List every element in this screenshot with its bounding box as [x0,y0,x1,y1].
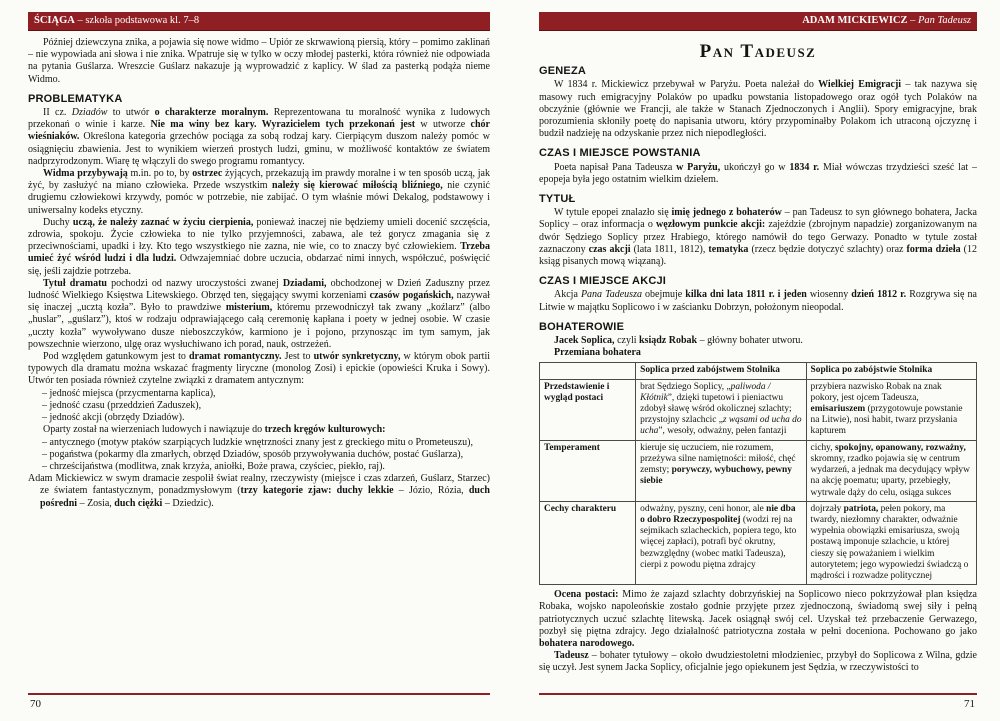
section-heading-bohaterowie: BOHATEROWIE [539,320,625,333]
right-page [539,12,977,712]
footer-rule [28,693,490,695]
page-number: 70 [30,698,41,710]
table-row [540,501,977,584]
paragraph: II cz. Dziadów to utwór o charakterze moralnym. Reprezentowana tu moralność wynika z ludowych przekonań o winie i karze. Nie ma winy bez kary. Wyrazicielem tych przekonań jest w utworze chór wieśniaków. Określona kategoria grzechów pociąga za sobą rodzaj kary. Cierpiącym duszom należy pomóc w osiągnięciu zbawienia. Jest to wynikiem wierzeń prostych ludzi, gminu, w możliwość kontaktów ze światem nadprzyrodzonym. Wiarę tę włączyli do swego programu romantycy. [28,107,490,167]
paragraph-tadeusz: Tadeusz – bohater tytułowy – około dwudziestoletni młodzieniec, przybył do Soplicowa z Wilna, gdzie się uczył. Jest synem Jacka Soplicy, oficjalnie jego opiekunem jest Sędzia, w rzeczywistości to [539,650,977,674]
cell-before: brat Sędziego Soplicy, „paliwoda / Kłótnik”, dzięki tupetowi i pieniactwu zdobył sławę wśród okolicznej szlachty; przystojny szlachcic „z wąsami od ucha do ucha”, wesoły, odważny, pełen fantazji [636,379,806,440]
list-item-culture: – chrześcijaństwa (modlitwa, znak krzyża, aniołki, Boże prawa, czyściec, piekło, raj). [42,460,385,472]
cell-before: kieruje się uczuciem, nie rozumem, przeżywa silne namiętności: miłość, chęć zemsty; porywczy, wybuchowy, pewny siebie [636,440,806,501]
list-item-unity: – jedność akcji (obrzędy Dziadów). [42,412,185,424]
list-item-unity: – jedność czasu (przeddzień Zaduszek), [42,399,202,411]
paragraph-bohater-lead: Jacek Soplica, czyli ksiądz Robak – główny bohater utworu. [554,335,803,347]
left-running-header [28,12,490,31]
paragraph: Widma przybywają m.in. po to, by ostrzec żyjących, przekazują im prawdy moralne i w ten sposób uczą, jak żyć, by zasłużyć na miano człowieka. Przede wszystkim należy się kierować miłością bliźniego, nie czynić drugiemu człowiekowi krzywdy, pomóc w potrzebie, nie zabijać. O tym właśnie mówi Dekalog, podstawowy i uniwersalny kodeks etyczny. [28,168,490,216]
list-item-culture: – pogaństwa (pokarmy dla zmarłych, obrzęd Dziadów, sposób przywoływania duchów, postać Guślarza), [42,448,464,460]
section-heading-geneza: GENEZA [539,65,587,78]
paragraph-intro: Później dziewczyna znika, a pojawia się nowe widmo – Upiór ze skrwawioną piersią, który – pomimo zaklinań – nie wypowiada ani słowa i nie znika. Wpatruje się w tylko w oczy młodej pasterki, która również nie odpowiada na pytania Guślarza. Wreszcie Guślarz nakazuje ją wyprowadzić z kaplicy. W ślad za pasterką podąża nieme Widmo. [28,37,490,85]
right-running-header-text: ADAM MICKIEWICZ – Pan Tadeusz [802,15,971,26]
section-heading-problematyka: PROBLEMATYKA [28,92,123,105]
list-item-culture: – antycznego (motyw ptaków szarpiących ludzkie wnętrzności znany jest z greckiego mitu o Prometeuszu), [42,436,473,448]
list-item-unity: – jedność miejsca (przycmentarna kaplica), [42,387,216,399]
row-label: Temperament [540,440,636,501]
paragraph-czas-akcji: Akcja Pana Tadeusza obejmuje kilka dni lata 1811 r. i jeden wiosenny dzień 1812 r. Rozgrywa się na Litwie w majątku Soplicowo i w zaścianku Dobrzyn, położonym nieopodal. [539,289,977,313]
left-page-footer [28,693,490,710]
chapter-title: Pan Tadeusz [699,41,817,62]
table-header-cell-after: Soplica po zabójstwie Stolnika [806,363,976,379]
table-header-row [540,363,977,379]
left-page-body [28,31,490,510]
right-running-header [539,12,977,31]
cell-after: cichy, spokojny, opanowany, rozważny, skromny, rzadko pojawia się w centrum wydarzeń, a jednak ma decydujący wpływ na akcję poematu; uparty, przebiegły, wytrwale dąży do celu, osiąga sukces [806,440,976,501]
table-caption: Przemiana bohatera [554,347,641,359]
table-header-cell-empty [540,363,636,379]
paragraph-czas-powstania: Poeta napisał Pana Tadeusza w Paryżu, ukończył go w 1834 r. Miał wówczas trzydzieści sześć lat – epopeja była jego ostatnim wielkim dziełem. [539,161,977,185]
cell-before: odważny, pyszny, ceni honor, ale nie dba o dobro Rzeczypospolitej (wodzi rej na sejmikach szlacheckich, popiera tego, kto więcej zapłaci), potrafi być okrutny, bezwzględny (wobec matki Tadeusza), cierpi z powodu piętna zdrajcy [636,501,806,584]
section-heading-czas-akcji: CZAS I MIEJSCE AKCJI [539,275,667,288]
page-number: 71 [964,698,975,710]
paragraph-ocena: Ocena postaci: Mimo że zajazd szlachty dobrzyńskiej na Soplicowo nieco pokrzyżował plan księdza Robaka, wojsko napoleońskie zostało godnie przyjęte przez zjednoczoną, świadomą swej siły i pełną patriotycznych uczuć szlachtę litewską. Jacek osiągnął swój cel. Uzyskał też przebaczenie Gerwazego, pozbył się piętna zdrajcy. Jego działalność patriotyczna została w pełni doceniona. Pochowano go jako bohatera narodowego. [539,589,977,649]
right-page-footer [539,693,977,710]
left-page [28,12,490,712]
row-label: Przedstawienie i wygląd postaci [540,379,636,440]
row-label: Cechy charakteru [540,501,636,584]
section-heading-tytul: TYTUŁ [539,193,576,206]
section-heading-czas-powstania: CZAS I MIEJSCE POWSTANIA [539,147,701,160]
paragraph-tytul: W tytule epopei znalazło się imię jednego z bohaterów – pan Tadeusz to syn głównego bohatera, Jacka Soplicy – oraz informacja o węzłowym punkcie akcji: zajeździe (zbrojnym napadzie) zorganizowanym na dwór Sędziego Soplicy przez Hrabiego, którego namówił do tego Gerwazy. Ponadto w tytule został zaznaczony czas akcji (lata 1811, 1812), tematyka (rzecz będzie dotyczyć szlachty) oraz forma dzieła (12 ksiąg pisanych mową wiązaną). [539,207,977,268]
table-row [540,440,977,501]
paragraph-geneza: W 1834 r. Mickiewicz przebywał w Paryżu. Poeta należał do Wielkiej Emigracji – tak nazywa się masowy ruch emigracyjny Polaków po upadku powstania listopadowego oraz ogół tych Polaków na obczyźnie (głównie we Francji, ale także w Stanach Zjednoczonych i Anglii). Spory emigracyjne, brak porozumienia skłoniły poetę do napisania utworu, który przypominałby Polakom ich utraconą ojczyznę i budził nadzieję na odzyskanie przez nich niepodległości. [539,79,977,140]
table-header-cell-before: Soplica przed zabójstwem Stolnika [636,363,806,379]
cell-after: dojrzały patriota, pełen pokory, ma twardy, niezłomny charakter, odważnie wypełnia obowiązki emisariusza, swoją postawą imponuje szlachcie, u której cieszy się poważaniem i wielkim autorytetem; jego wypowiedzi świadczą o mądrości i rozwadze politycznej [806,501,976,584]
table-row [540,379,977,440]
right-page-body [539,31,977,675]
paragraph: Tytuł dramatu pochodzi od nazwy uroczystości zwanej Dziadami, obchodzonej w Dzień Zaduszny przez ludność Wielkiego Księstwa Litewskiego. Obrzęd ten, sięgający swymi korzeniami czasów pogańskich, nazywał się inaczej „ucztą kozła”. Było to prawdziwe misterium, któremu przewodniczył tak zwany „koźlarz” (albo „huslar”, „guślarz”), ktoś w rodzaju odprawiającego całą ceremonię kapłana i poety w jednej osobie. W czasie „uczty kozła” wywoływano dusze nieboszczyków, karmiono je i pojono, przynosząc im tym samym, jak powszechnie wierzono, ulgę oraz wysłuchiwano ich porad, nauk, ostrzeżeń. [28,277,490,350]
paragraph: Duchy uczą, że należy zaznać w życiu cierpienia, ponieważ inaczej nie będziemy umieli docenić szczęścia, zdrowia, spokoju. Życie człowieka to nie tylko przyjemności, zabawa, ale też gorycz zmagania się z przeciwnościami, upadki i łzy. Kto tego wszystkiego nie zazna, nie wie, co to znaczy być człowiekiem. Trzeba umieć żyć wśród ludzi i dla ludzi. Odwzajemniać dobre uczucia, obdarzać nimi innych, współczuć, poświęcić się, jeśli zajdzie potrzeba. [28,216,490,277]
paragraph: Pod względem gatunkowym jest to dramat romantyczny. Jest to utwór synkretyczny, w którym obok partii typowych dla dramatu można wskazać fragmenty liryczne (monolog Zosi) i epickie (opowieści Kruka i Sowy). Utwór ten posiada również czytelne związki z dramatem antycznym: [28,351,490,387]
footer-rule [539,693,977,695]
character-comparison-table [539,362,977,585]
paragraph-closing: Adam Mickiewicz w swym dramacie zespolił świat realny, rzeczywisty (miejsce i czas zdarzeń, Guślarz, Starzec) ze światem fantastycznym, ponadzmysłowym (trzy kategorie zjaw: duchy lekkie – Józio, Rózia, duch pośredni – Zosia, duch ciężki – Dziedzic). [28,473,490,509]
cell-after: przybiera nazwisko Robak na znak pokory, jest ojcem Tadeusza, emisariuszem (przygotowuje powstanie na Litwie), nosi habit, twarz przysłania kapturem [806,379,976,440]
left-running-header-text: ŚCIĄGA – szkoła podstawowa kl. 7–8 [34,15,200,26]
paragraph: Oparty został na wierzeniach ludowych i nawiązuje do trzech kręgów kulturowych: [43,424,386,436]
